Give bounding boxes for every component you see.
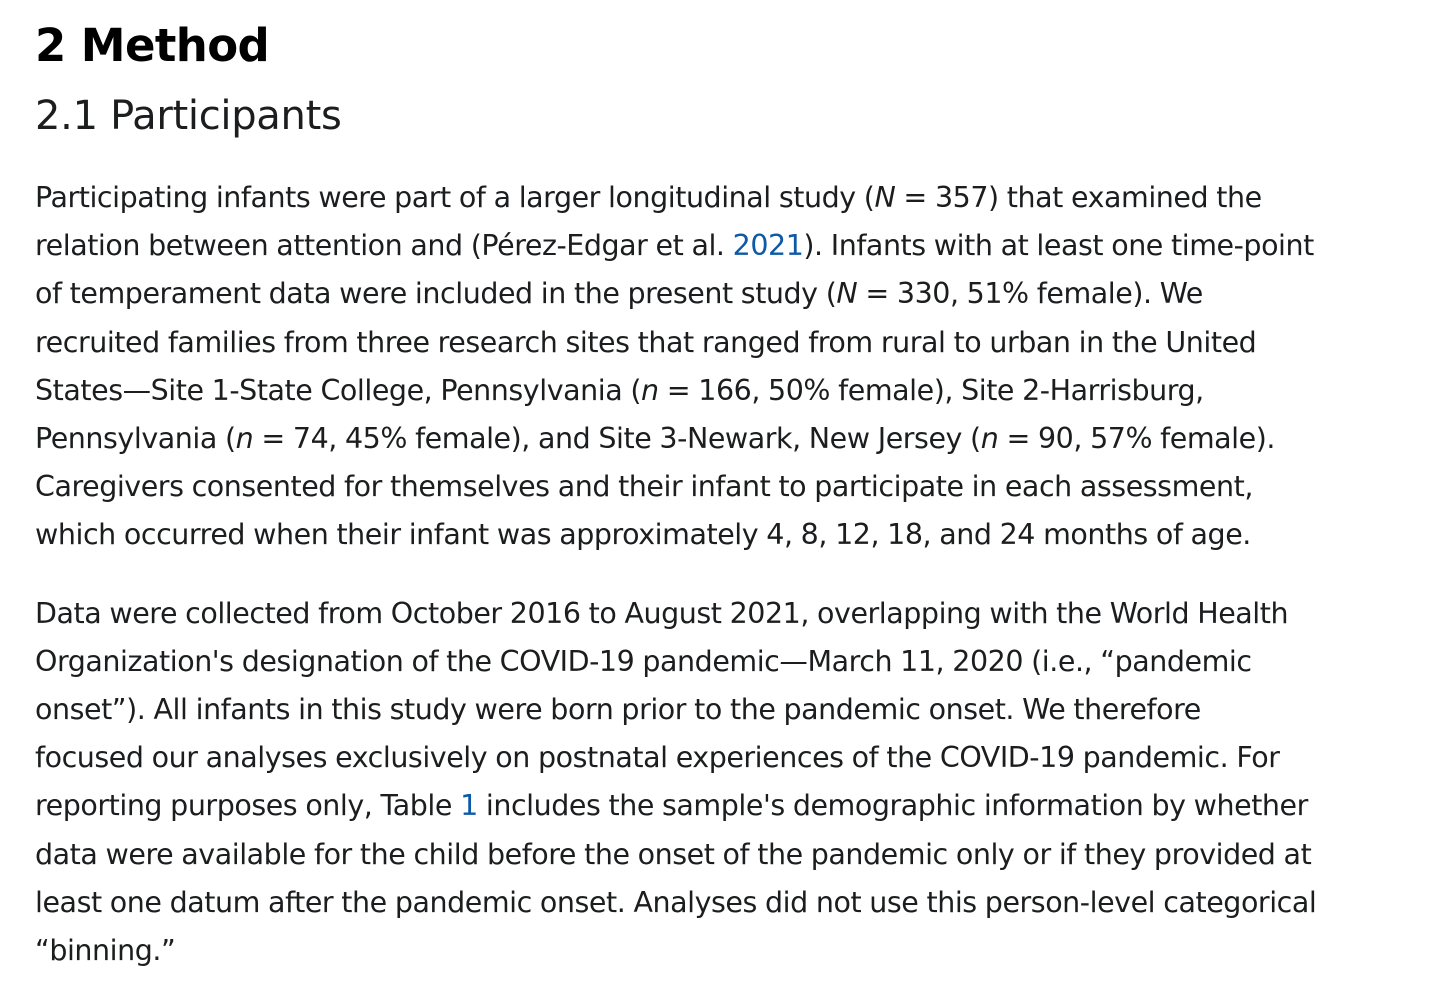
table-1-link[interactable]: 1 bbox=[460, 789, 478, 823]
text-line: States—Site 1-State College, Pennsylvania (n = 166, 50% female), Site 2-Harrisburg, bbox=[35, 373, 1204, 407]
text-line: which occurred when their infant was approximately 4, 8, 12, 18, and 24 months of age. bbox=[35, 518, 1251, 552]
text-line: focused our analyses exclusively on postnatal experiences of the COVID-19 pandemic. For bbox=[35, 741, 1280, 775]
section-title: 2 Method bbox=[35, 19, 270, 72]
text-line: “binning.” bbox=[35, 934, 176, 968]
paragraph-participants bbox=[35, 174, 1430, 560]
text-line: Organization's designation of the COVID-19 pandemic—March 11, 2020 (i.e., “pandemic bbox=[35, 644, 1252, 678]
text-line: relation between attention and (Pérez-Edgar et al. 2021). Infants with at least one time-point bbox=[35, 229, 1314, 263]
citation-link-2021[interactable]: 2021 bbox=[732, 229, 804, 263]
text-line: Participating infants were part of a larger longitudinal study (N = 357) that examined the bbox=[35, 181, 1262, 214]
text-line: reporting purposes only, Table 1 includes the sample's demographic information by whether bbox=[35, 789, 1308, 823]
text-line: recruited families from three research sites that ranged from rural to urban in the United bbox=[35, 325, 1257, 359]
text-line: Data were collected from October 2016 to August 2021, overlapping with the World Health bbox=[35, 596, 1289, 630]
subsection-title: 2.1 Participants bbox=[35, 93, 342, 139]
text-line: Caregivers consented for themselves and their infant to participate in each assessment, bbox=[35, 470, 1253, 504]
text-line: of temperament data were included in the present study (N = 330, 51% female). We bbox=[35, 277, 1203, 311]
text-line: Pennsylvania (n = 74, 45% female), and Site 3-Newark, New Jersey (n = 90, 57% female). bbox=[35, 422, 1276, 456]
text-line: data were available for the child before the onset of the pandemic only or if they provided at bbox=[35, 837, 1312, 871]
paragraph-data-collection bbox=[35, 590, 1430, 976]
text-line: least one datum after the pandemic onset. Analyses did not use this person-level categorical bbox=[35, 885, 1317, 919]
text-line: onset”). All infants in this study were born prior to the pandemic onset. We therefore bbox=[35, 693, 1201, 727]
